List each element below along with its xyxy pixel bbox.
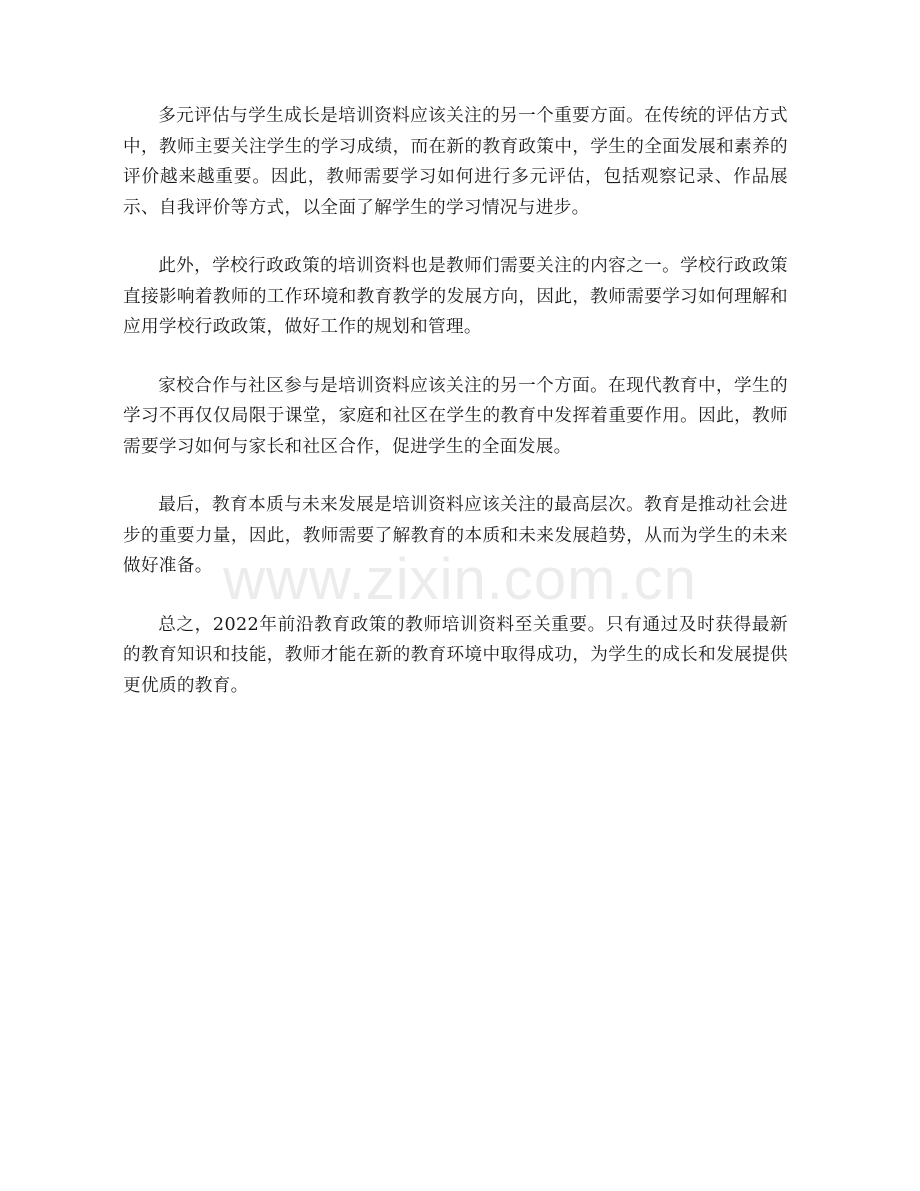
watermark: www.zixin.com.cn [223,547,697,612]
paragraph-conclusion: 总之，2022年前沿教育政策的教师培训资料至关重要。只有通过及时获得最新的教育知识和技能，教师才能在新的教育环境中取得成功，为学生的成长和发展提供更优质的教育。 [123,614,788,696]
paragraph-education-essence: 最后，教育本质与未来发展是培训资料应该关注的最高层次。教育是推动社会进步的重要力量，因此，教师需要了解教育的本质和未来发展趋势，从而为学生的未来做好准备。 [123,495,788,576]
paragraph-school-admin-policy: 此外，学校行政政策的培训资料也是教师们需要关注的内容之一。学校行政政策直接影响着教师的工作环境和教育教学的发展方向，因此，教师需要学习如何理解和应用学校行政政策，做好工作的规划和管理。 [123,256,788,337]
paragraph-multi-evaluation: 多元评估与学生成长是培训资料应该关注的另一个重要方面。在传统的评估方式中，教师主要关注学生的学习成绩，而在新的教育政策中，学生的全面发展和素养的评价越来越重要。因此，教师需要学习如何进行多元评估，包括观察记录、作品展示、自我评价等方式，以全面了解学生的学习情况与进步。 [123,106,788,218]
paragraph-home-school-cooperation: 家校合作与社区参与是培训资料应该关注的另一个方面。在现代教育中，学生的学习不再仅仅局限于课堂，家庭和社区在学生的教育中发挥着重要作用。因此，教师需要学习如何与家长和社区合作，促进学生的全面发展。 [123,375,788,457]
document-body [123,101,788,729]
